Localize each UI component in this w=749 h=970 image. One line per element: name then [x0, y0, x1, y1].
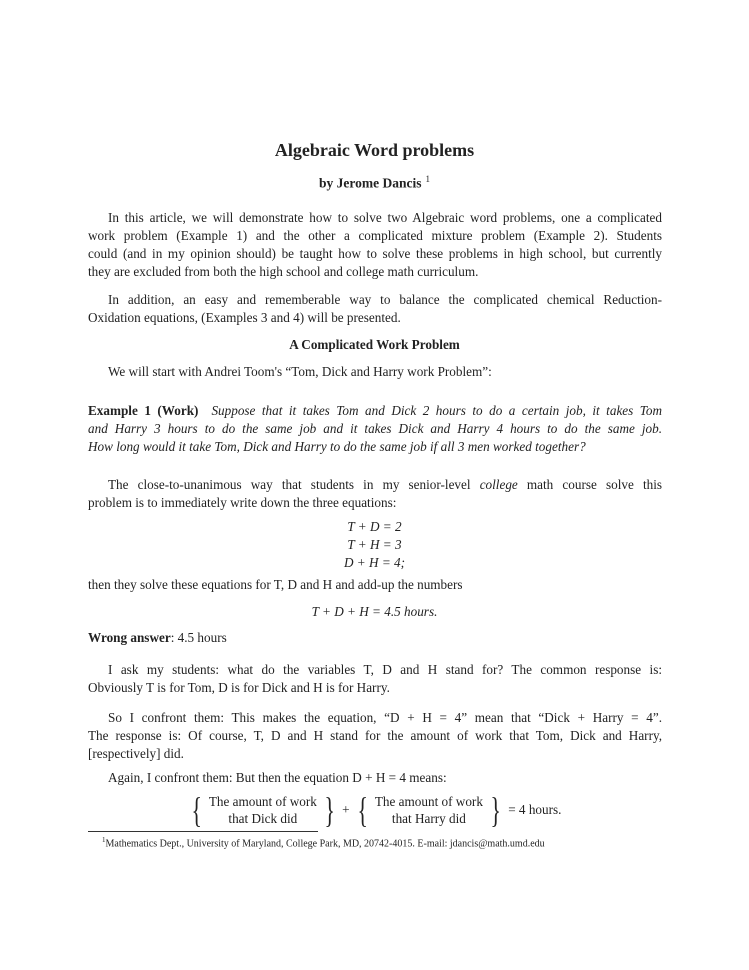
example-text: Suppose that it takes Tom and Dick 2 hours to do a certain job, it takes Tom — [211, 403, 663, 418]
addition-paragraph — [88, 291, 662, 327]
text-line: I ask my students: what do the variables T, D and H stand for? The common response is: — [108, 662, 662, 677]
footnote-mark: 1 — [102, 836, 106, 844]
close-paragraph — [88, 476, 662, 512]
text-line — [88, 402, 662, 420]
equation: D + H = 4; — [343, 555, 406, 570]
author: by Jerome Dancis — [319, 175, 422, 191]
result: = 4 hours. — [508, 802, 562, 817]
text-line — [88, 420, 662, 438]
example-text: How long would it take Tom, Dick and Harry to do the same job if all 3 men worked together? — [88, 439, 586, 454]
footnote — [102, 836, 545, 849]
example-label: Example 1 (Work) — [88, 403, 199, 418]
section-heading: A Complicated Work Problem — [289, 337, 460, 352]
emphasis: college — [479, 477, 518, 492]
footnote-text: Mathematics Dept., University of Maryland, College Park, MD, 20742-4015. E-mail: jdancis@math.umd.edu — [105, 838, 545, 850]
left-brace-icon: { — [357, 790, 368, 830]
footnote-rule — [88, 831, 318, 832]
text-line: So I confront them: This makes the equation, “D + H = 4” mean that “Dick + Harry = 4”. — [108, 710, 662, 725]
wrong-value: : 4.5 hours — [170, 630, 227, 645]
byline — [0, 174, 749, 192]
start-paragraph — [88, 363, 662, 381]
term-line: The amount of work — [208, 794, 317, 809]
term-line: The amount of work — [374, 794, 483, 809]
left-brace-icon: { — [191, 790, 202, 830]
text-line: [respectively] did. — [88, 746, 184, 761]
text-line: then they solve these equations for T, D and H and add-up the numbers — [88, 577, 463, 592]
footnote-mark: 1 — [425, 174, 430, 184]
sum-equation: T + D + H = 4.5 hours. — [311, 604, 438, 619]
text-line — [88, 438, 662, 456]
right-brace-icon: } — [324, 790, 335, 830]
text-line: In this article, we will demonstrate how to solve two Algebraic word problems, one a complicated — [108, 210, 662, 225]
intro-paragraph — [88, 209, 662, 281]
text-line: they are excluded from both the high school and college math curriculum. — [88, 264, 479, 279]
text-line: Oxidation equations, (Examples 3 and 4) will be presented. — [88, 310, 401, 325]
again-paragraph — [88, 769, 662, 787]
text-line: The response is: Of course, T, D and H stand for the amount of work that Tom, Dick and Harry, — [88, 728, 662, 743]
term-line: that Harry did — [391, 811, 466, 826]
wrong-answer — [88, 629, 662, 647]
plus-sign: + — [342, 802, 350, 817]
text-line: We will start with Andrei Toom's “Tom, Dick and Harry work Problem”: — [108, 364, 492, 379]
equations — [0, 518, 749, 572]
then-paragraph — [88, 576, 662, 594]
text-line: problem is to immediately write down the three equations: — [88, 495, 397, 510]
term-line: that Dick did — [228, 811, 298, 826]
text-line: In addition, an easy and rememberable way to balance the complicated chemical Reduction- — [108, 292, 662, 307]
right-brace-icon: } — [490, 790, 501, 830]
brace-term — [375, 793, 483, 827]
confront-paragraph — [88, 709, 662, 763]
brace-equation — [0, 792, 749, 828]
wrong-label: Wrong answer — [88, 630, 171, 645]
text-line — [88, 629, 662, 647]
equation: T + H = 3 — [347, 537, 402, 552]
ask-paragraph — [88, 661, 662, 697]
text: math course solve this — [526, 477, 662, 492]
text: The close-to-unanimous way that students in my senior-level — [108, 477, 471, 492]
equation: T + D = 2 — [347, 519, 402, 534]
text-line: work problem (Example 1) and the other a complicated mixture problem (Example 2). Students — [88, 228, 662, 243]
text-line — [88, 476, 662, 494]
example-text: and Harry 3 hours to do the same job and it takes Dick and Harry 4 hours to do the same job. — [88, 421, 662, 436]
brace-term — [209, 793, 317, 827]
text-line: could (and in my opinion should) be taught how to solve these problems in high school, but currently — [88, 246, 662, 261]
text-line: Obviously T is for Tom, D is for Dick and H is for Harry. — [88, 680, 390, 695]
example-1 — [88, 402, 662, 456]
text-line: Again, I confront them: But then the equation D + H = 4 means: — [108, 770, 447, 785]
page-title: Algebraic Word problems — [274, 140, 475, 160]
